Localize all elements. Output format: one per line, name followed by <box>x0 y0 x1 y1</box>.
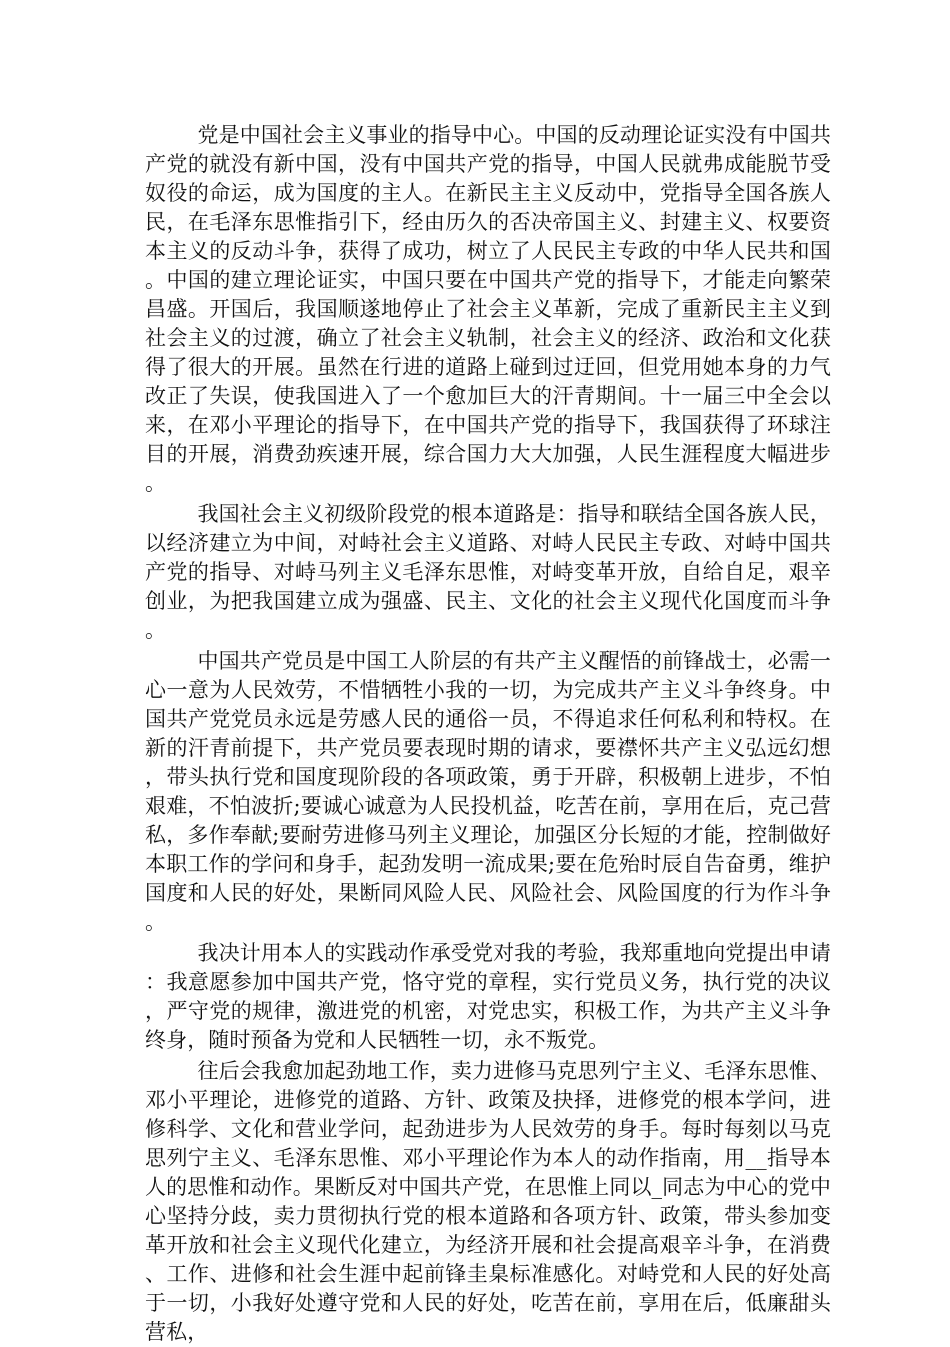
document-body <box>145 121 831 1347</box>
paragraph-1: 党是中国社会主义事业的指导中心。中国的反动理论证实没有中国共产党的就没有新中国，没有中国共产党的指导，中国人民就弗成能脱节受奴役的命运，成为国度的主人。在新民主主义反动中，党指导全国各族人民，在毛泽东思惟指引下，经由历久的否决帝国主义、封建主义、权要资本主义的反动斗争，获得了成功，树立了人民民主专政的中华人民共和国。中国的建立理论证实，中国只要在中国共产党的指导下，才能走向繁荣昌盛。开国后，我国顺遂地停止了社会主义革新，完成了重新民主主义到社会主义的过渡，确立了社会主义轨制，社会主义的经济、政治和文化获得了很大的开展。虽然在行进的道路上碰到过迂回，但党用她本身的力气改正了失误，使我国进入了一个愈加巨大的汗青期间。十一届三中全会以来，在邓小平理论的指导下，在中国共产党的指导下，我国获得了环球注目的开展，消费劲疾速开展，综合国力大大加强，人民生涯程度大幅进步。 <box>145 123 831 495</box>
paragraph-3: 中国共产党员是中国工人阶层的有共产主义醒悟的前锋战士，必需一心一意为人民效劳，不惜牺牲小我的一切，为完成共产主义斗争终身。中国共产党党员永远是劳感人民的通俗一员，不得追求任何私利和特权。在新的汗青前提下，共产党员要表现时期的请求，要襟怀共产主义弘远幻想，带头执行党和国度现阶段的各项政策，勇于开辟，积极朝上进步，不怕艰难，不怕波折;要诚心诚意为人民投机益，吃苦在前，享用在后，克己营私，多作奉献;要耐劳进修马列主义理论，加强区分长短的才能，控制做好本职工作的学问和身手，起劲发明一流成果;要在危殆时辰自告奋勇，维护国度和人民的好处，果断同风险人民、风险社会、风险国度的行为作斗争。 <box>145 649 831 934</box>
paragraph-5: 往后会我愈加起劲地工作，卖力进修马克思列宁主义、毛泽东思惟、邓小平理论，进修党的道路、方针、政策及抉择，进修党的根本学问，进修科学、文化和营业学问，起劲进步为人民效劳的身手。每时每刻以马克思列宁主义、毛泽东思惟、邓小平理论作为本人的动作指南，用__指导本人的思惟和动作。果断反对中国共产党，在思惟上同以_同志为中心的党中心坚持分歧，卖力贯彻执行党的根本道路和各项方针、政策，带头参加变革开放和社会主义现代化建立，为经济开展和社会提高艰辛斗争，在消费、工作、进修和社会生涯中起前锋圭臬标准感化。对峙党和人民的好处高于一切，小我好处遵守党和人民的好处，吃苦在前，享用在后，低廉甜头营私， <box>145 1059 831 1344</box>
paragraph-2: 我国社会主义初级阶段党的根本道路是：指导和联结全国各族人民，以经济建立为中间，对峙社会主义道路、对峙人民民主专政、对峙中国共产党的指导、对峙马列主义毛泽东思惟，对峙变革开放，自给自足，艰辛创业，为把我国建立成为强盛、民主、文化的社会主义现代化国度而斗争。 <box>145 502 831 642</box>
paragraph-4: 我决计用本人的实践动作承受党对我的考验，我郑重地向党提出申请：我意愿参加中国共产党，恪守党的章程，实行党员义务，执行党的决议，严守党的规律，激进党的机密，对党忠实，积极工作，为共产主义斗争终身，随时预备为党和人民牺牲一切，永不叛党。 <box>145 941 831 1052</box>
